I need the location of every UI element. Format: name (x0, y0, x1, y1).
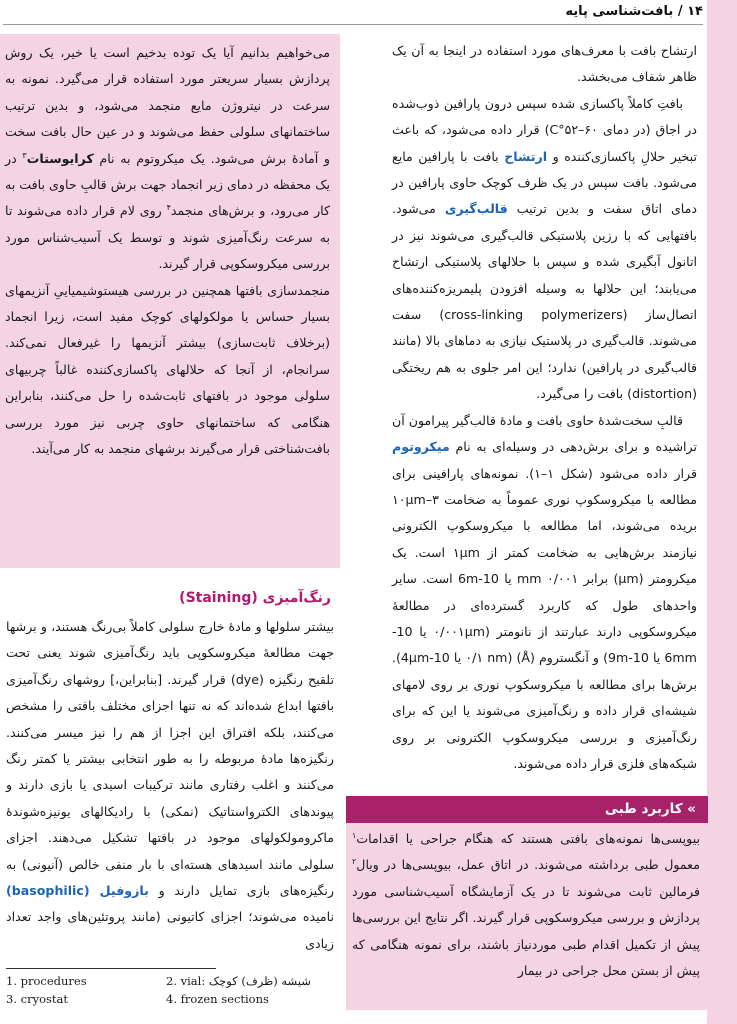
text-run: بافتِ کاملاً پاکسازی شده سپس درون پارافین ذوب‌شده در اجاق (در دمای ۶۰–۵۲°C) قرار داده می‌شود، که باعث تبخیر حلالِ پاکسازی‌کننده و (392, 95, 697, 164)
text-run: قرار داده می‌شود (شکل ۱–۱). نمونه‌های پارافینی برای مطالعه با میکروسکوپ نوری عموماً به ضخامت ۳–۱۰μm بریده می‌شوند، اما مطالعه با میکروسکوپ الکترونی نیازمند برش‌هایی به ضخامت کمتر از ۱μm است. یک میکرومتر (μm) برابر ۰/۰۰۱ mm یا 10-6m است. سایر واحدهای طول که کاربرد گسترده‌ای در مطالعهٔ میکروسکوپی دارند عبارتند از نانومتر (۰/۰۰۱μm یا 10-6mm یا 10-9m) و آنگستروم (Å) (۰/۱ nm یا 10-4μm). برش‌ها برای مطالعه با میکروسکوپ نوری بر روی لامهای شیشه‌ای قرار داده و رنگ‌آمیزی می‌شوند یا این که برای رنگ‌آمیزی و بررسی میکروسکوپ الکترونی بر روی شبکه‌های فلزی قرار داده می‌شوند. (392, 465, 697, 771)
paragraph: ارتشاح بافت با معرف‌های مورد استفاده در اینجا به آن یک ظاهر شفاف می‌بخشد. (392, 43, 697, 85)
section-heading: رنگ‌آمیزی (Staining) (179, 590, 331, 606)
frozen-section-box (0, 34, 340, 568)
footnote-2: 2. vial: شیشه (ظرف) کوچک (166, 974, 311, 988)
text-run: در یک محفظه در دمای زیر انجماد جهت برش قالبِ حاوی بافت به کار می‌رود، و برش‌های منجمد (5, 150, 330, 219)
footnote-3: 3. cryostat (6, 992, 68, 1006)
text-run: بیوپسی‌ها نمونه‌های بافتی هستند که هنگام جراحی یا اقدامات (356, 831, 700, 846)
text-run: می‌خواهیم بدانیم آیا یک توده بدخیم است یا خیر، یک روش پردازش بسیار سریعتر مورد استفاده قرار می‌گیرد. نمونه به سرعت در نیتروژن مایع منجمد می‌شود، و بدین ترتیب ساختمانهای سلولی حفظ می‌شوند و در عین حال بافت سخت و آمادهٔ برش می‌شود. یک میکروتوم به نام (5, 45, 330, 166)
footnote-ref: ۳ (22, 150, 27, 160)
text-run: بیشتر سلولها و مادهٔ خارج سلولی کاملاً بی‌رنگ هستند، و برشها جهت مطالعهٔ میکروسکوپی باید رنگ‌آمیزی شوند یعنی تحت تلقیح رنگیزه (dye) قرار گیرند. [بنابراین،] روشهای رنگ‌آمیزی بافتها ابداع شده‌اند که نه تنها اجزای مختلف بافتی را مشخص می‌کنند، بلکه افتراق این اجزا از هم را نیز میسر می‌کنند. رنگیزه‌ها مادهٔ مربوطه را به طور انتخابی بیشتر یا کمتر رنگ می‌کنند و اغلب رفتاری مانند ترکیبات اسیدی یا بازی دارند و پیوندهای الکترواستاتیک (نمکی) با رادیکالهای یونیزه‌شوندهٔ ماکرومولکولهای موجود در بافتها تشکیل می‌دهند. اجزای سلولی مانند اسیدهای هسته‌ای با بار منفی خالص (آنیونی) به رنگیزه‌های بازی تمایل دارند و (6, 619, 335, 899)
footnote-ref: ۲ (352, 857, 357, 867)
page-header (3, 0, 703, 26)
key-term: کرایوستات (26, 150, 94, 166)
paragraph (352, 826, 700, 984)
text-run: معمول طبی برداشته می‌شوند. در اتاق عمل، بیوپسی‌ها در ویال (356, 857, 700, 873)
key-term: بازوفیل (basophilic) (6, 883, 149, 899)
text-run: نامیده می‌شوند؛ اجزای کاتیونی (مانند پروتئین‌های واجد تعداد زیادی (6, 909, 334, 951)
right-column (392, 38, 697, 777)
paragraph (392, 408, 697, 778)
box-title-text: » کاربرد طبی (604, 801, 696, 817)
footnote-divider (6, 968, 216, 969)
text-run: روی لام قرار داده می‌شوند تا به سرعت رنگ‌آمیزی شوند و توسط یک آسیب‌شناس مورد بررسی میکروسکوپی قرار گیرند. (5, 203, 330, 272)
box-title (346, 796, 708, 823)
footnote-1: 1. procedures (6, 974, 87, 988)
page-edge-strip (707, 0, 737, 1024)
footnote-4: 4. frozen sections (166, 992, 269, 1006)
footnote-ref: ۴ (166, 203, 171, 213)
text-run: قالبِ سخت‌شدهٔ حاوی بافت و مادهٔ قالب‌گیر پیرامون آن تراشیده و برای برش‌دهی در وسیله‌ای به نام (392, 412, 697, 455)
running-header: ۱۴ / بافت‌شناسی پایه (565, 4, 703, 19)
footnote-ref: ۱ (352, 830, 357, 840)
text-run: بافت با پارافین مایع می‌شود. بافت سپس در یک ظرف کوچک حاوی پارافین در دمای اتاق سفت و بدین ترتیب (392, 148, 697, 217)
paragraph: منجمدسازی بافتها همچنین در بررسی هیستوشیمیاییِ آنزیمهای بسیار حساس یا مولکولهای کوچک مفید است، زیرا انجماد (برخلاف ثابت‌سازی) بیشتر آنزیمها را غیرفعال نمی‌کند. سرانجام، از آنجا که حلالهای پاکسازی‌کننده غالباً چربیهای سلولی موجود در بافتهای ثابت‌شده را حل می‌کنند، بنابراین هنگامی که ساختمانهای حاوی چربی نیز مورد بررسی بافت‌شناختی قرار می‌گیرند برشهای منجمد به کار می‌آیند. (5, 282, 330, 457)
paragraph (392, 91, 697, 408)
key-term: قالب‌گیری (444, 201, 508, 217)
text-run: فرمالین ثابت می‌شوند تا در یک آزمایشگاه آسیب‌شناسی مورد پردازش و بررسی میکروسکوپی قرار گیرند. اگر نتایج این بررسی‌ها پیش از تکمیل اقدام طبی موردنیاز باشند، برای نمونه هنگامی که پیش از بستن محل جراحی در بیمار (352, 883, 700, 979)
box-body (352, 826, 700, 984)
header-divider (3, 24, 703, 25)
paragraph (6, 614, 334, 957)
staining-text (6, 614, 334, 957)
text-run: می‌شود. بافتهایی که با رزین پلاستیکی قالب‌گیری می‌شوند نیز در اتانول آبگیری شده و سپس با حلالهای پلاستیکی ارتشاح می‌یابند؛ این حلالها به وسیله افزودن پلیمریزه‌کننده‌های اتصال‌ساز (cross-linking polymerizers) سفت می‌شوند. قالب‌گیری در پلاستیک نیازی به دماهای بالا (مانند قالب‌گیری در پارافین) ندارد؛ این امر جلوی به هم ریختگی (distortion) بافت را می‌گیرد. (392, 201, 697, 402)
key-term: میکروتوم (392, 439, 450, 455)
key-term: ارتشاح (504, 148, 548, 164)
paragraph (5, 40, 330, 278)
medical-application-box (346, 796, 708, 1010)
